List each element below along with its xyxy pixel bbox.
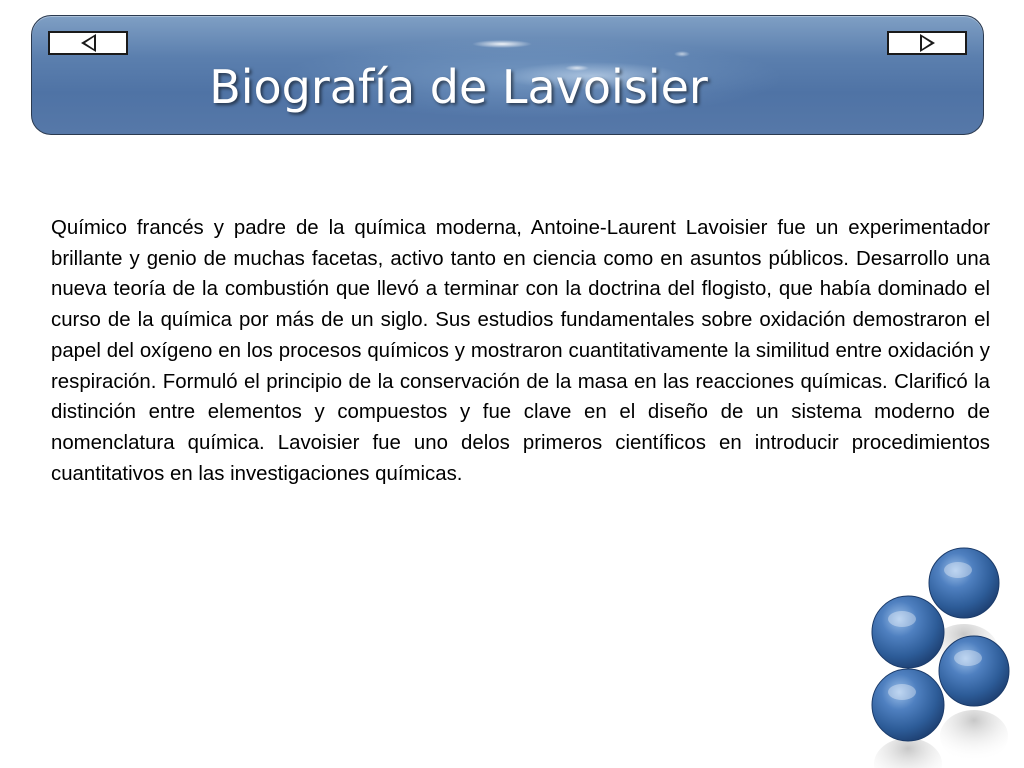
body-paragraph: Químico francés y padre de la química moderna, Antoine-Laurent Lavoisier fue un experimentador brillante y genio de muchas facetas, activo tanto en ciencia como en asuntos públicos. Desarrollo una nueva teoría de la combustión que llevó a terminar con la doctrina del flogisto, que había dominado el curso de la química por más de un siglo. Sus estudios fundamentales sobre oxidación demostraron el papel del oxígeno en los procesos químicos y mostraron cuantitativamente la similitud entre oxidación y respiración. Formuló el principio de la conservación de la masa en las reacciones químicas. Clarificó la distinción entre elementos y compuestos y fue clave en el diseño de un sistema moderno de nomenclatura química. Lavoisier fue uno delos primeros científicos en introducir procedimientos cuantitativos en las investigaciones químicas. — [51, 217, 990, 485]
sphere-highlight — [944, 562, 972, 578]
sphere-reflection — [874, 738, 942, 768]
sphere-bottom — [872, 669, 944, 741]
next-slide-button[interactable] — [887, 31, 967, 55]
previous-slide-button[interactable] — [48, 31, 128, 55]
sphere-highlight — [888, 684, 916, 700]
sphere-middle-left — [872, 596, 944, 668]
sphere-top — [929, 548, 999, 618]
sphere-highlight — [888, 611, 916, 627]
sphere-reflection — [940, 710, 1008, 762]
sphere-middle-right — [939, 636, 1009, 706]
slide-title: Biografía de Lavoisier — [209, 60, 708, 114]
triangle-left-icon — [81, 34, 96, 52]
header-banner — [31, 15, 984, 135]
blue-spheres-icon — [860, 540, 1024, 768]
sphere-highlight — [954, 650, 982, 666]
triangle-right-icon — [920, 34, 935, 52]
